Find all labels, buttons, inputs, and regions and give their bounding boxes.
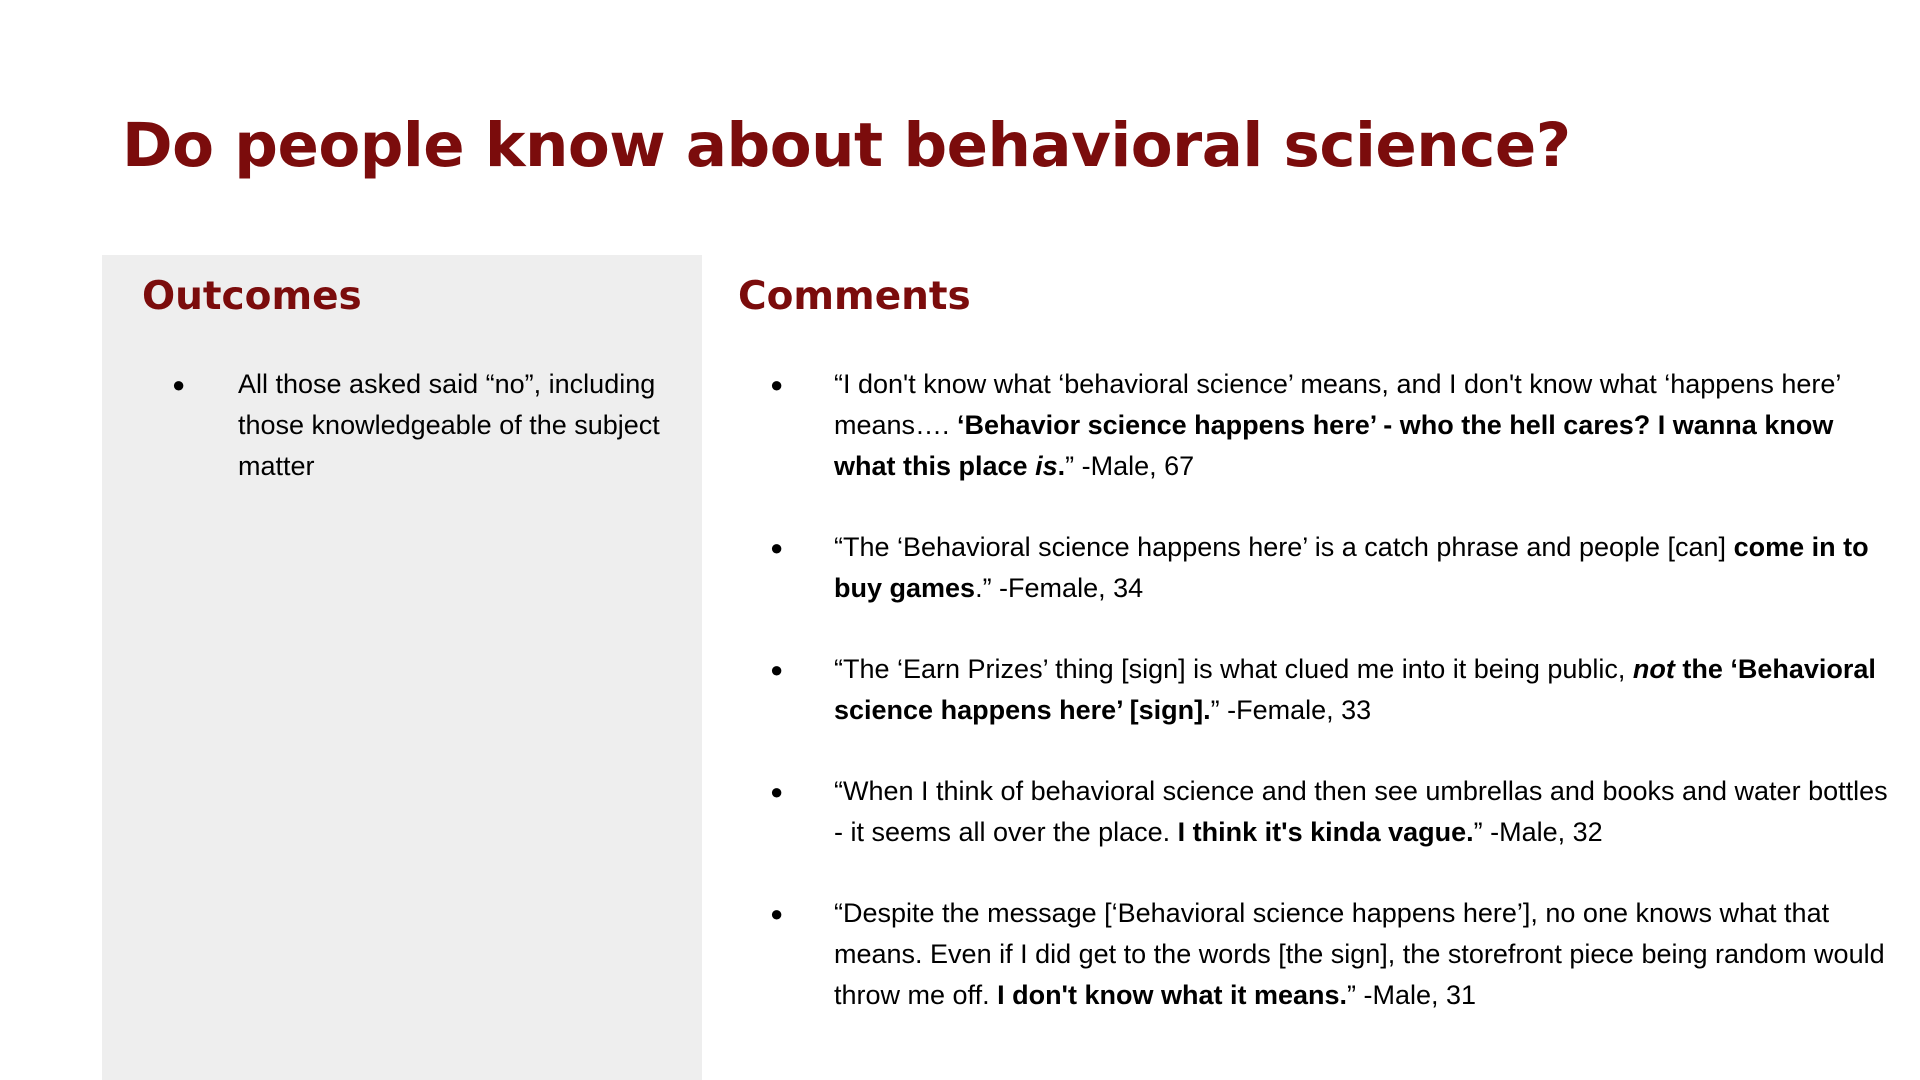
comment-text-segment: come in to buy games <box>834 532 1869 603</box>
comment-text-segment: is <box>1035 451 1058 481</box>
comment-text-segment: ” -Female, 33 <box>1210 695 1372 725</box>
bullet-icon: ● <box>770 535 784 560</box>
outcome-text: All those asked said “no”, including those knowledgeable of the subject matter <box>238 369 660 481</box>
comments-heading: Comments <box>738 274 971 319</box>
comment-text-segment: ‘Behavior science happens here’ - who the hell cares? I wanna know what this place <box>834 410 1834 481</box>
comment-item <box>770 527 1894 609</box>
comment-item <box>770 364 1894 487</box>
comment-text-segment: . <box>1057 451 1066 481</box>
bullet-icon: ● <box>770 779 784 804</box>
comment-text-segment: I don't know what it means. <box>997 980 1348 1010</box>
comment-item <box>770 893 1894 1016</box>
comment-text-segment: “I don't know what ‘behavioral science’ means, and I don't know what ‘happens here’ means…. <box>834 369 1841 440</box>
comment-text-segment: the ‘Behavioral science happens here’ [sign]. <box>834 654 1876 725</box>
bullet-icon: ● <box>770 901 784 926</box>
comment-item <box>770 649 1894 731</box>
comment-text-segment: .” -Female, 34 <box>975 573 1144 603</box>
comment-text-segment: I think it's kinda vague. <box>1177 817 1474 847</box>
comment-text-segment: “When I think of behavioral science and then see umbrellas and books and water bottles - it seems all over the place. <box>834 776 1888 847</box>
bullet-icon: ● <box>172 372 186 397</box>
outcomes-list <box>172 364 668 487</box>
comment-item <box>770 771 1894 853</box>
comment-text-segment: “The ‘Behavioral science happens here’ is a catch phrase and people [can] <box>834 532 1734 562</box>
outcomes-heading: Outcomes <box>142 274 362 319</box>
bullet-icon: ● <box>770 657 784 682</box>
slide-title: Do people know about behavioral science? <box>122 110 1571 181</box>
outcome-item <box>172 364 668 487</box>
comment-text-segment: “The ‘Earn Prizes’ thing [sign] is what clued me into it being public, <box>834 654 1633 684</box>
comment-text-segment: ” -Male, 31 <box>1347 980 1477 1010</box>
bullet-icon: ● <box>770 372 784 397</box>
comments-list <box>770 364 1894 1056</box>
comment-text-segment: ” -Male, 67 <box>1065 451 1195 481</box>
comment-text-segment: “Despite the message [‘Behavioral science happens here’], no one knows what that means. Even if I did get to the words [the sign], the storefront piece being random would throw me off. <box>834 898 1885 1010</box>
comment-text-segment: ” -Male, 32 <box>1473 817 1603 847</box>
comment-text-segment: not <box>1632 654 1675 684</box>
